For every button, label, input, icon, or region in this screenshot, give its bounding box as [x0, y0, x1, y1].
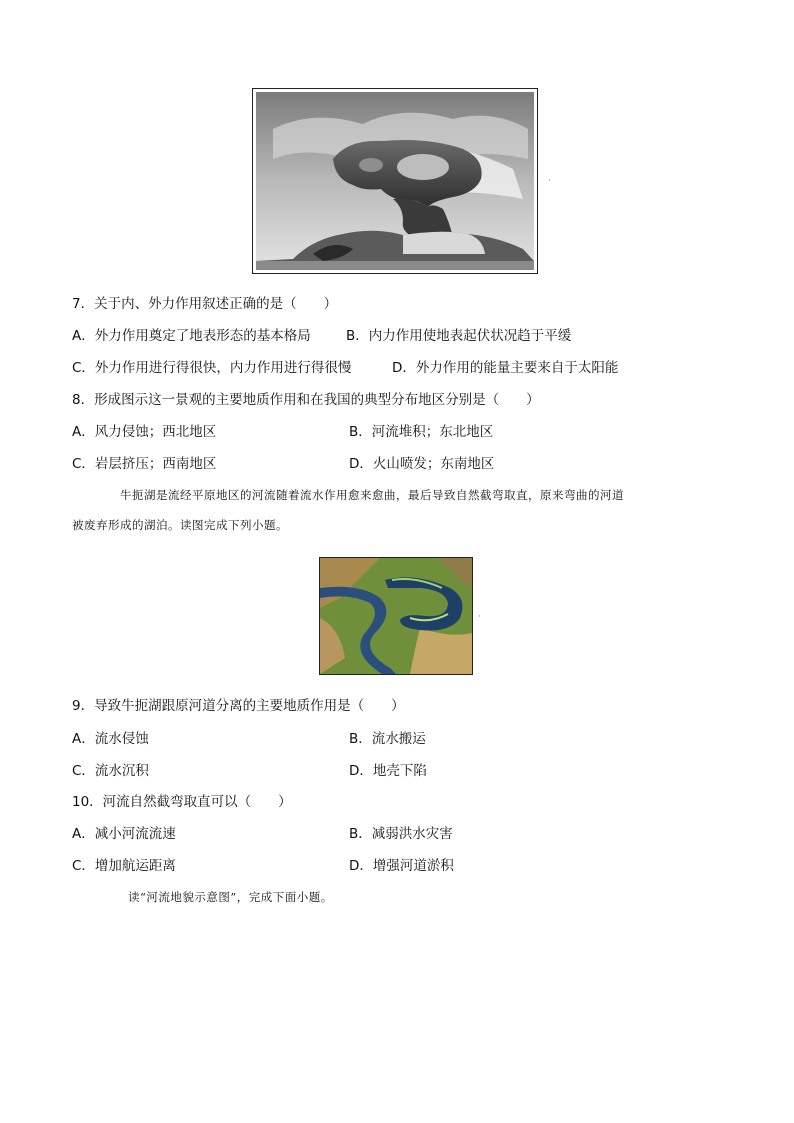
anchor-mark: · — [548, 176, 551, 186]
q9-option-a[interactable]: A．流水侵蚀 — [72, 731, 149, 747]
q8-option-c[interactable]: C．岩层挤压；西南地区 — [72, 456, 217, 472]
q9-stem: 9．导致牛扼湖跟原河道分离的主要地质作用是（ ） — [72, 698, 405, 714]
q10-option-b[interactable]: B．减弱洪水灾害 — [349, 826, 453, 842]
q10-stem: 10．河流自然截弯取直可以（ ） — [72, 794, 292, 810]
q10-option-c[interactable]: C．增加航运距离 — [72, 858, 176, 874]
q7-option-a[interactable]: A．外力作用奠定了地表形态的基本格局 — [72, 328, 311, 344]
oxbow-intro-line2: 被废弃形成的湖泊。读图完成下列小题。 — [72, 518, 288, 532]
q9-option-d[interactable]: D．地壳下陷 — [349, 763, 427, 779]
q7-stem: 7．关于内、外力作用叙述正确的是（ ） — [72, 296, 338, 312]
q8-stem: 8．形成图示这一景观的主要地质作用和在我国的典型分布地区分别是（ ） — [72, 392, 540, 408]
q8-option-b[interactable]: B．河流堆积；东北地区 — [349, 424, 494, 440]
oxbow-lake-photo — [319, 557, 473, 675]
river-landform-intro: 读“河流地貌示意图”，完成下面小题。 — [128, 890, 333, 904]
q8-option-d[interactable]: D．火山喷发；东南地区 — [349, 456, 495, 472]
mushroom-rock-photo — [252, 88, 538, 274]
q7-option-d[interactable]: D．外力作用的能量主要来自于太阳能 — [392, 360, 619, 376]
anchor-mark-2: · — [478, 612, 481, 622]
q9-option-b[interactable]: B．流水搬运 — [349, 731, 426, 747]
oxbow-lake-illustration — [320, 558, 472, 674]
q10-option-d[interactable]: D．增强河道淤积 — [349, 858, 454, 874]
q10-option-a[interactable]: A．减小河流流速 — [72, 826, 176, 842]
q7-option-b[interactable]: B．内力作用使地表起伏状况趋于平缓 — [346, 328, 572, 344]
q7-option-c[interactable]: C．外力作用进行得很快，内力作用进行得很慢 — [72, 360, 352, 376]
oxbow-intro-line1: 牛扼湖是流经平原地区的河流随着流水作用愈来愈曲，最后导致自然截弯取直，原来弯曲的河道 — [120, 488, 624, 502]
q8-option-a[interactable]: A．风力侵蚀；西北地区 — [72, 424, 217, 440]
mushroom-rock-illustration — [253, 89, 537, 273]
q9-option-c[interactable]: C．流水沉积 — [72, 763, 149, 779]
